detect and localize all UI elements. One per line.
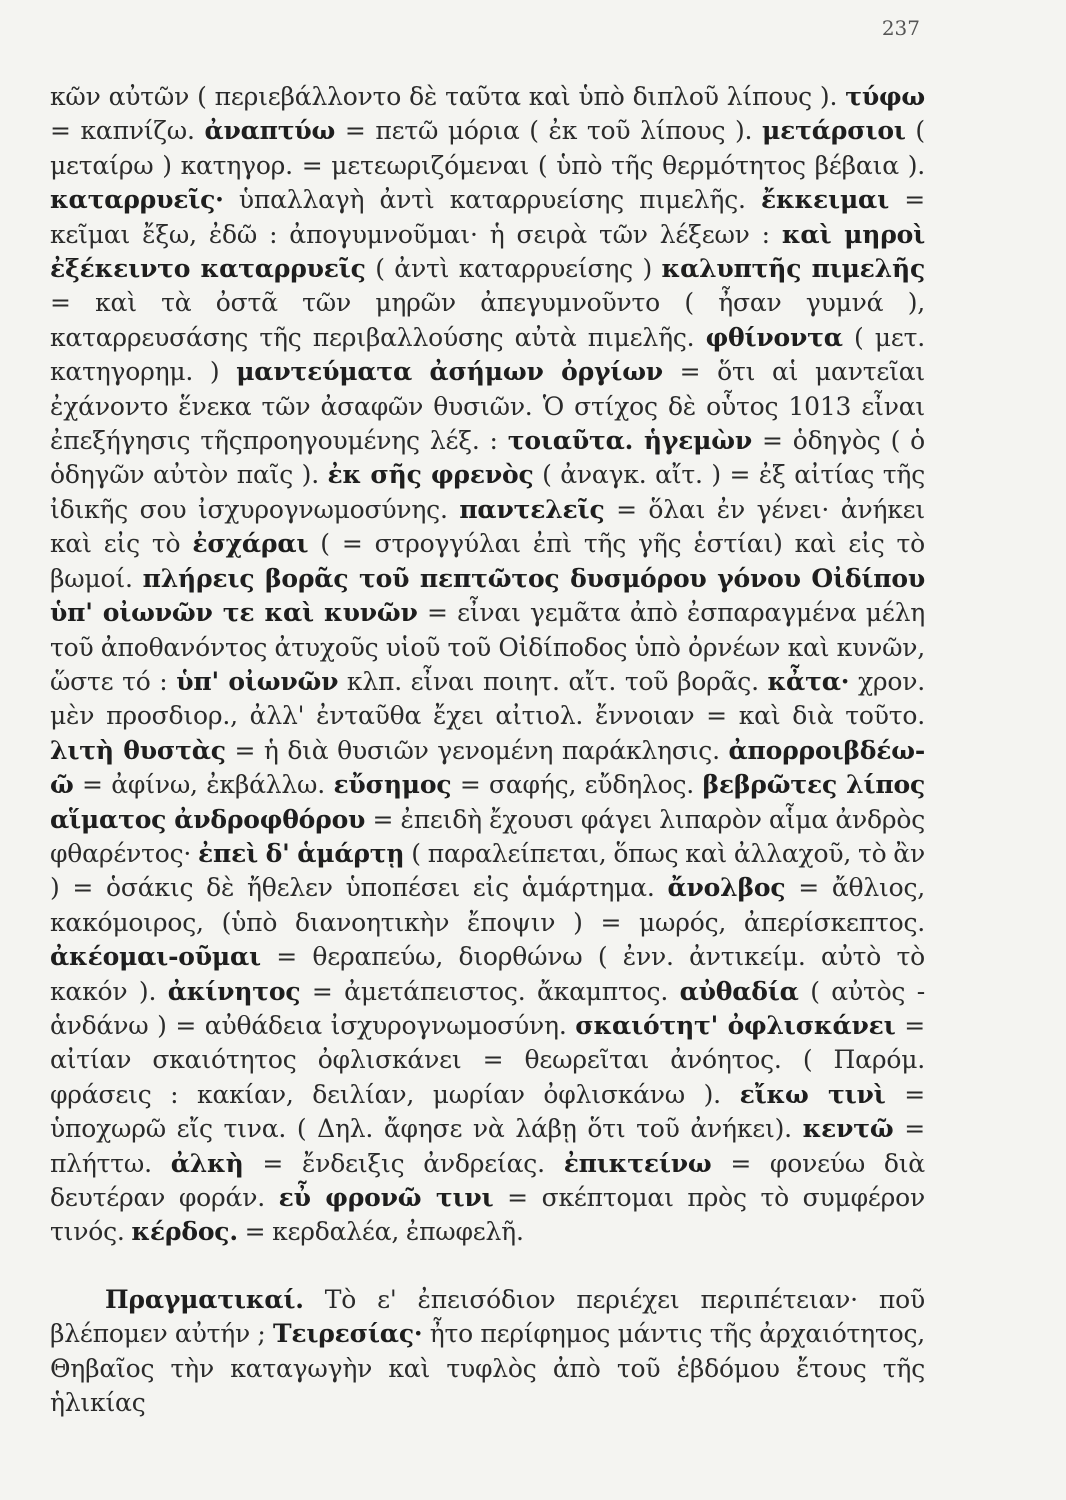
gloss-text: = ἡ διὰ θυσιῶν γενομένη παράκλησις. xyxy=(225,735,729,765)
headword: ἀλκὴ xyxy=(170,1148,244,1178)
headword: λιτὴ θυστὰς xyxy=(50,735,226,765)
headword: μαντεύματα ἀσήμων ὀργίων xyxy=(236,357,663,387)
headword: καλυπτῆς πιμελῆς xyxy=(661,254,925,284)
gloss-text: Τὸ ε' ἐπεισόδιον περιέχει περιπέτειαν· ποῦ βλέπομεν αὐτήν ; xyxy=(50,1285,925,1349)
gloss-text: = κερδαλέα, ἐπωφελῆ. xyxy=(237,1217,524,1247)
gloss-text: ( αὐτὸς - ἁνδάνω ) = αὐθάδεια ἰσχυρογνωμοσύνη. xyxy=(50,976,925,1040)
gloss-text: = κεῖμαι ἔξω, ἐδῶ : ἀπογυμνοῦμαι· ἡ σειρὰ τῶν λέξεων : xyxy=(50,185,925,249)
headword: ἀναπτύω xyxy=(204,116,336,146)
gloss-text: ( = στρογγύλαι ἐπὶ τῆς γῆς ἑστίαι) καὶ εἰς τὸ βωμοί. xyxy=(50,529,925,593)
headword: ἀπορροιβδέω-ῶ xyxy=(50,735,925,800)
headword: αὐθαδία xyxy=(679,976,799,1006)
gloss-text: = σαφής, εὔδηλος. xyxy=(451,770,703,800)
gloss-text: ( ἀντὶ καταρρυείσης ) xyxy=(365,254,662,284)
headword: Τειρεσίας· xyxy=(272,1319,423,1349)
headword: παντελεῖς xyxy=(459,494,605,524)
gloss-text: = καὶ τὰ ὀστᾶ τῶν μηρῶν ἀπεγυμνοῦντο ( ἦσαν γυμνά ), καταρρευσάσης τῆς περιβαλλούσης αὐτὰ πιμελῆς. xyxy=(50,288,925,352)
headword: καταρρυεῖς· xyxy=(50,185,224,215)
headword: εἴκω τινὶ xyxy=(739,1079,886,1109)
headword: ὑπ' οἰωνῶν xyxy=(176,666,339,696)
headword: τύφω xyxy=(845,82,925,111)
headword: τοιαῦτα. ἡγεμὼν xyxy=(507,426,752,456)
headword: ἄνολβος xyxy=(667,873,786,903)
gloss-text: χρον. μὲν προσδιορ., ἀλλ' ἐνταῦθα ἔχει αἰτιολ. ἔννοιαν = καὶ διὰ τοῦτο. xyxy=(50,666,925,731)
gloss-text: ( παραλείπεται, ὅπως καὶ ἀλλαχοῦ, τὸ ἂν ) = ὁσάκις δὲ ἤθελεν ὑποπέσει εἰς ἁμάρτημα. xyxy=(50,838,925,903)
headword: εὔσημος xyxy=(333,770,452,800)
gloss-text: = ἀμετάπειστος. ἄκαμπτος. xyxy=(300,976,680,1006)
gloss-text: = ὅλαι ἐν γένει· ἀνήκει καὶ εἰς τὸ xyxy=(50,494,925,559)
gloss-text: = ἔνδειξις ἀνδρείας. xyxy=(243,1148,564,1178)
gloss-text: ( μετ. κατηγορημ. ) xyxy=(50,322,925,387)
headword: φθίνοντα xyxy=(705,322,843,352)
headword: ἀκίνητος xyxy=(167,976,301,1006)
headword: Πραγματικαί. xyxy=(105,1285,304,1314)
gloss-text: = εἶναι γεμᾶτα ἀπὸ ἐσπαραγμένα μέλη τοῦ ἀποθανόντος ἀτυχοῦς υἱοῦ τοῦ Οἰδίποδος ὑπὸ ὀρνέων καὶ κυνῶν, ὥστε τό : xyxy=(50,598,925,696)
gloss-text: = σκέπτομαι πρὸς τὸ συμφέρον τινός. xyxy=(50,1183,925,1247)
headword: ἔκκειμαι xyxy=(760,185,889,215)
glossary-paragraph xyxy=(50,80,925,1250)
gloss-text: ὑπαλλαγὴ ἀντὶ καταρρυείσης πιμελῆς. xyxy=(223,185,761,215)
gloss-text: = ἀφίνω, ἐκβάλλω. xyxy=(73,770,334,800)
gloss-text: κῶν αὐτῶν ( περιεβάλλοντο δὲ ταῦτα καὶ ὑπὸ διπλοῦ λίπους ). xyxy=(50,82,846,111)
headword: εὖ φρονῶ τινι xyxy=(278,1183,494,1212)
gloss-text: = αἰτίαν σκαιότητος ὀφλισκάνει = θεωρεῖται ἀνόητος. ( Παρόμ. φράσεις : κακίαν, δειλίαν, μωρίαν ὀφλισκάνω ). xyxy=(50,1010,925,1109)
gloss-text: κλπ. εἶναι ποιητ. αἴτ. τοῦ βορᾶς. xyxy=(338,666,768,696)
headword: κέρδος. xyxy=(131,1217,238,1247)
headword: πλήρεις βορᾶς τοῦ πεπτῶτος δυσμόρου γόνου Οἰδίπου ὑπ' οἰωνῶν τε καὶ κυνῶν xyxy=(50,563,926,628)
headword: ἐπεὶ δ' ἁμάρτῃ xyxy=(198,838,405,868)
headword: ἐσχάραι xyxy=(192,529,309,559)
headword: καὶ μηροὶ ἐξέκειντο καταρρυεῖς xyxy=(50,219,925,284)
page-number: 237 xyxy=(881,16,920,40)
gloss-text: = καπνίζω. xyxy=(50,116,205,146)
gloss-text: = ὁδηγὸς ( ὁ ὁδηγῶν αὐτὸν παῖς ). xyxy=(50,426,925,490)
headword: σκαιότητ' ὀφλισκάνει xyxy=(575,1010,896,1040)
gloss-text: = φονεύω διὰ δευτέραν φοράν. xyxy=(50,1148,925,1212)
headword: βεβρῶτες λίπος αἵματος ἀνδροφθόρου xyxy=(50,770,925,834)
headword: κἆτα· xyxy=(767,666,850,696)
gloss-text: = θεραπεύω, διορθώνω ( ἐνν. ἀντικείμ. αὐτὸ τὸ κακόν ). xyxy=(50,942,925,1006)
headword: ἀκέομαι-οῦμαι xyxy=(50,942,261,972)
gloss-text: = πλήττω. xyxy=(50,1114,926,1178)
headword: μετάρσιοι xyxy=(762,116,906,146)
gloss-text: = ὑποχωρῶ εἴς τινα. ( Δηλ. ἄφησε νὰ λάβῃ ὅτι τοῦ ἀνήκει). xyxy=(50,1079,925,1144)
gloss-text: = ἄθλιος, κακόμοιρος, (ὑπὸ διανοητικὴν ἔποψιν ) = μωρός, ἀπερίσκεπτος. xyxy=(50,873,926,937)
gloss-text: ἦτο περίφημος μάντις τῆς ἀρχαιότητος, Θηβαῖος τὴν καταγωγὴν καὶ τυφλὸς ἀπὸ τοῦ ἑβδόμου ἔτους τῆς ἡλικίας xyxy=(50,1319,925,1418)
headword: κεντῶ xyxy=(802,1114,894,1144)
headword: ἐπικτείνω xyxy=(563,1148,712,1178)
commentary-paragraph xyxy=(50,1283,925,1421)
headword: ἐκ σῆς φρενὸς xyxy=(327,460,534,490)
gloss-text: = ὅτι αἱ μαντεῖαι ἐχάνοντο ἕνεκα τῶν ἀσαφῶν θυσιῶν. Ὁ στίχος δὲ οὗτος 1013 εἶναι ἐπεξήγησις τῆςπροηγουμένης λέξ. : xyxy=(50,357,925,456)
gloss-text: ( ἀναγκ. αἴτ. ) = ἐξ αἰτίας τῆς ἰδικῆς σου ἰσχυρογνωμοσύνης. xyxy=(50,460,926,524)
gloss-text: ( μεταίρω ) κατηγορ. = μετεωριζόμεναι ( ὑπὸ τῆς θερμότητος βέβαια ). xyxy=(50,116,925,180)
gloss-text: = ἐπειδὴ ἔχουσι φάγει λιπαρὸν αἷμα ἀνδρὸς φθαρέντος· xyxy=(50,804,926,868)
gloss-text: = πετῶ μόρια ( ἐκ τοῦ λίπους ). xyxy=(335,116,763,146)
